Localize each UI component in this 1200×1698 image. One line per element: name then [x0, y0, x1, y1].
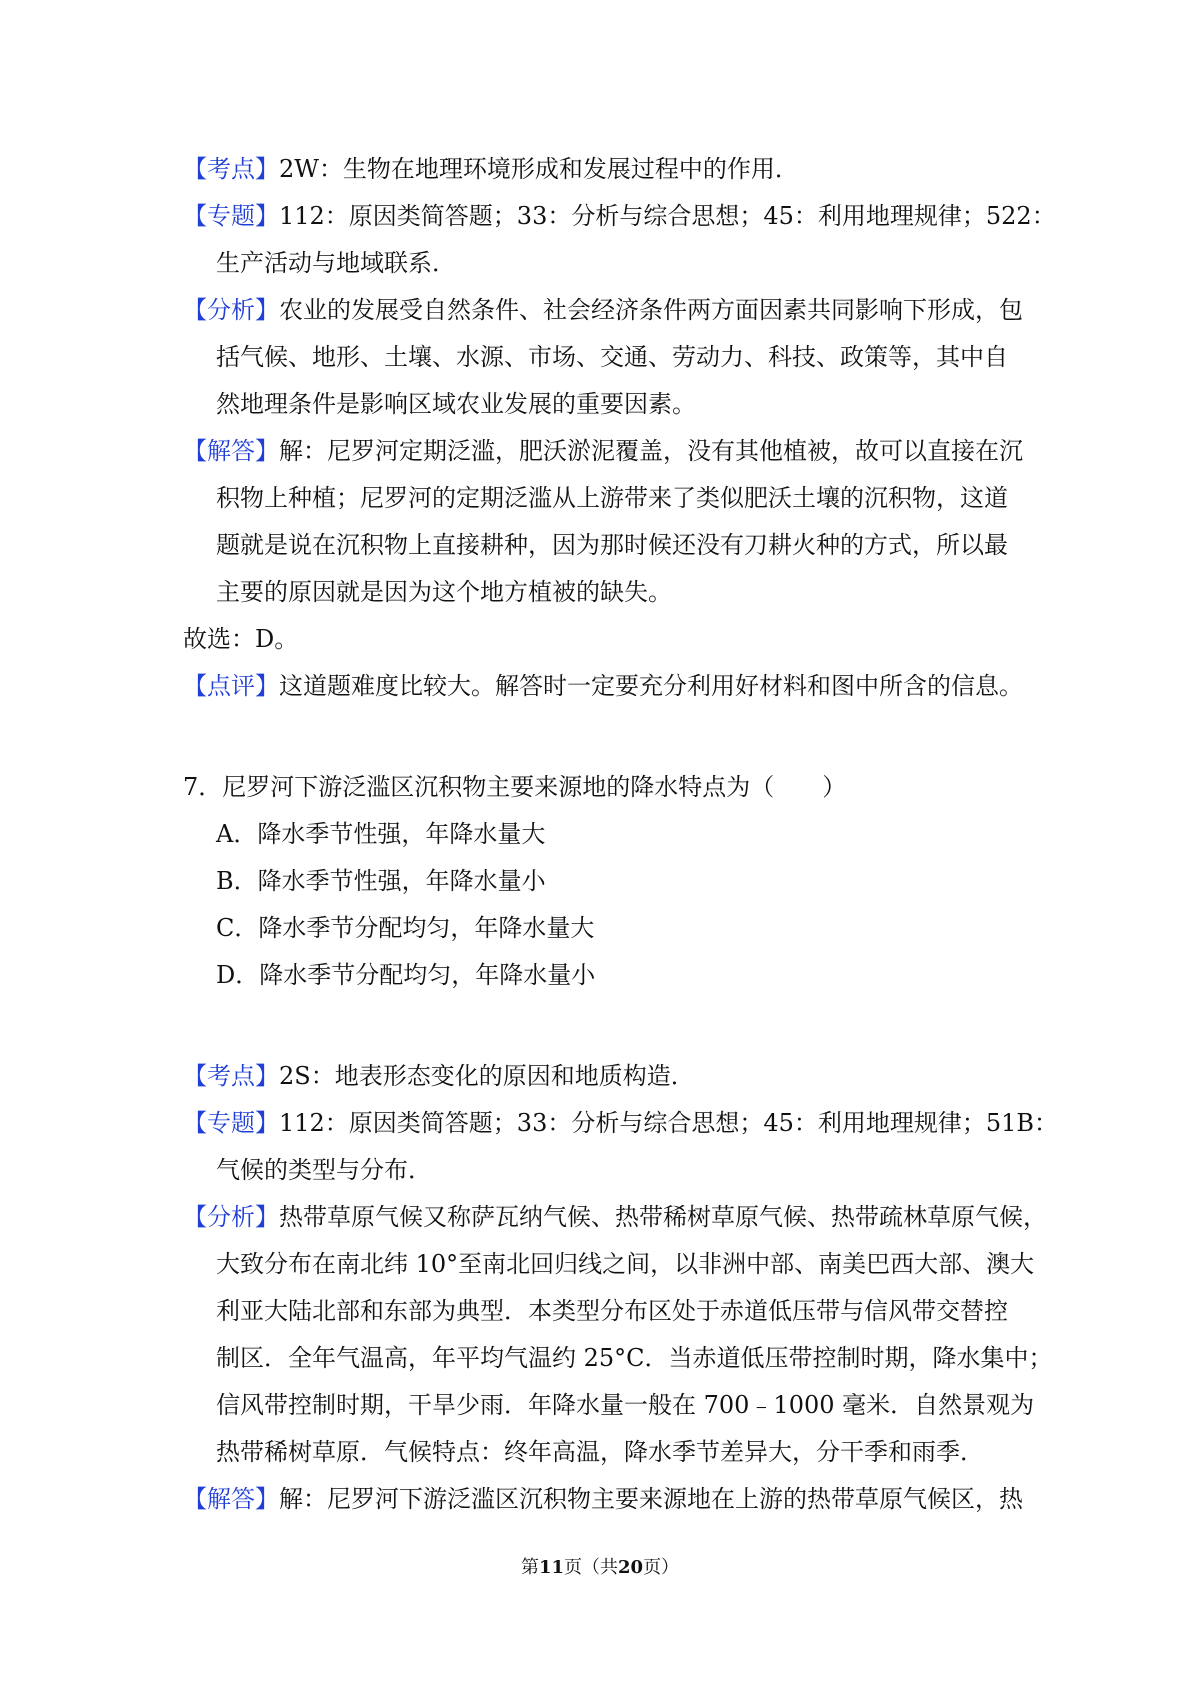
fenxi-continuation: 信风带控制时期，干旱少雨．年降水量一般在 700﹣1000 毫米．自然景观为	[216, 1391, 1035, 1419]
jieda-line	[183, 435, 1023, 467]
option-d: D．降水季节分配均匀，年降水量小	[216, 961, 596, 989]
fenxi-text: 农业的发展受自然条件、社会经济条件两方面因素共同影响下形成，包	[279, 296, 1023, 324]
jieda-text: 解：尼罗河下游泛滥区沉积物主要来源地在上游的热带草原气候区，热	[279, 1485, 1023, 1513]
zhuanti-tag: 【专题】	[183, 202, 279, 230]
fenxi-tag: 【分析】	[183, 296, 279, 324]
jieda-text: 解：尼罗河定期泛滥，肥沃淤泥覆盖，没有其他植被，故可以直接在沉	[279, 437, 1023, 465]
jieda-tag: 【解答】	[183, 437, 279, 465]
zhuanti-line	[183, 200, 1056, 232]
fenxi-continuation: 大致分布在南北纬 10°至南北回归线之间，以非洲中部、南美巴西大部、澳大	[216, 1250, 1035, 1278]
fenxi-line	[183, 1201, 1047, 1233]
kaodian-tag: 【考点】	[183, 1062, 279, 1090]
fenxi-continuation: 括气候、地形、土壤、水源、市场、交通、劳动力、科技、政策等，其中自	[216, 343, 1008, 371]
fenxi-text: 热带草原气候又称萨瓦纳气候、热带稀树草原气候、热带疏林草原气候，	[279, 1203, 1047, 1231]
dianping-tag: 【点评】	[183, 672, 279, 700]
option-c: C．降水季节分配均匀，年降水量大	[216, 914, 595, 942]
page-footer	[0, 1556, 1200, 1580]
jieda-continuation: 积物上种植；尼罗河的定期泛滥从上游带来了类似肥沃土壤的沉积物，这道	[216, 484, 1008, 512]
kaodian-text: 2W：生物在地理环境形成和发展过程中的作用．	[279, 155, 799, 183]
answer-choice: 故选：D。	[183, 625, 299, 653]
zhuanti-continuation: 生产活动与地域联系．	[216, 249, 456, 277]
fenxi-continuation: 制区．全年气温高，年平均气温约 25°C．当赤道低压带控制时期，降水集中；	[216, 1344, 1053, 1372]
fenxi-tag: 【分析】	[183, 1203, 279, 1231]
page-total: 20	[618, 1557, 644, 1578]
fenxi-line	[183, 294, 1023, 326]
fenxi-continuation: 热带稀树草原．气候特点：终年高温，降水季节差异大，分干季和雨季．	[216, 1438, 984, 1466]
option-a: A．降水季节性强，年降水量大	[216, 820, 546, 848]
dianping-line	[183, 670, 1023, 702]
kaodian-line	[183, 153, 799, 185]
jieda-continuation: 主要的原因就是因为这个地方植被的缺失。	[216, 578, 672, 606]
zhuanti-tag: 【专题】	[183, 1109, 279, 1137]
kaodian-tag: 【考点】	[183, 155, 279, 183]
fenxi-continuation: 利亚大陆北部和东部为典型．本类型分布区处于赤道低压带与信风带交替控	[216, 1297, 1008, 1325]
footer-middle: 页（共	[564, 1557, 618, 1578]
footer-prefix: 第	[520, 1557, 539, 1578]
option-b: B．降水季节性强，年降水量小	[216, 867, 546, 895]
page-number: 11	[538, 1557, 564, 1578]
question-stem: 7．尼罗河下游泛滥区沉积物主要来源地的降水特点为（ ）	[183, 773, 847, 801]
zhuanti-continuation: 气候的类型与分布．	[216, 1156, 432, 1184]
jieda-continuation: 题就是说在沉积物上直接耕种，因为那时候还没有刀耕火种的方式，所以最	[216, 531, 1008, 559]
kaodian-text: 2S：地表形态变化的原因和地质构造．	[279, 1062, 695, 1090]
kaodian-line	[183, 1060, 695, 1092]
zhuanti-text: 112：原因类简答题；33：分析与综合思想；45：利用地理规律；522：	[279, 202, 1056, 230]
jieda-line	[183, 1483, 1023, 1515]
zhuanti-line	[183, 1107, 1058, 1139]
fenxi-continuation: 然地理条件是影响区域农业发展的重要因素。	[216, 390, 696, 418]
dianping-text: 这道题难度比较大。解答时一定要充分利用好材料和图中所含的信息。	[279, 672, 1023, 700]
footer-suffix: 页）	[643, 1557, 680, 1578]
jieda-tag: 【解答】	[183, 1485, 279, 1513]
zhuanti-text: 112：原因类简答题；33：分析与综合思想；45：利用地理规律；51B：	[279, 1109, 1059, 1137]
